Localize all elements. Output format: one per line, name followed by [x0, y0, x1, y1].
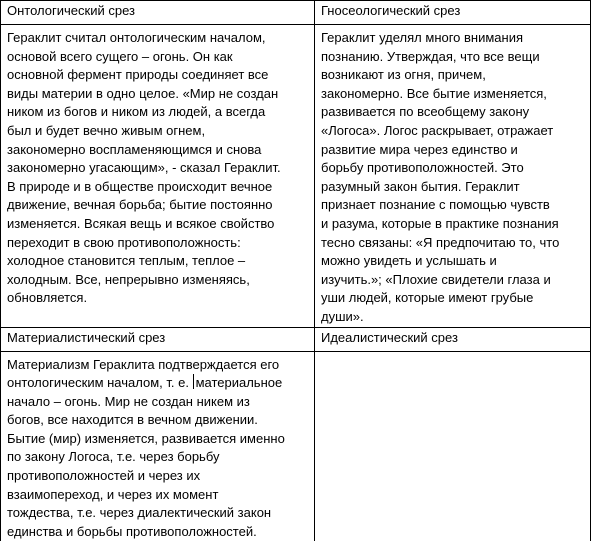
materialist-text-cell[interactable]	[1, 351, 315, 541]
idealist-text-cell[interactable]	[315, 351, 591, 541]
materialist-header: Материалистический срез	[7, 329, 308, 348]
ontological-header-cell[interactable]	[1, 1, 315, 25]
gnoseological-header-cell[interactable]	[315, 1, 591, 25]
gnoseological-header: Гносеологический срез	[321, 2, 584, 21]
table-row	[1, 327, 591, 351]
table-row	[1, 25, 591, 328]
materialist-text-part-2: материальное начало – огонь. Мир не создан никем из богов, все находится в вечном движении. Бытие (мир) изменяется, развивается именно по закону Логоса, т.е. через борьбу противоположностей и через их взаимопереход, и через их момент тождества, т.е. через диалектический закон единства и борьбы противоположностей.	[7, 375, 285, 539]
idealist-header: Идеалистический срез	[321, 329, 584, 348]
text-cursor	[193, 374, 194, 389]
gnoseological-text-cell[interactable]	[315, 25, 591, 328]
table-row	[1, 1, 591, 25]
ontological-text-cell[interactable]	[1, 25, 315, 328]
ontological-text: Гераклит считал онтологическим началом, основой всего сущего – огонь. Он как основной фермент природы соединяет все виды материи в одно целое. «Мир не создан ником из богов и ником из людей, а всегда был и будет вечно живым огнем, закономерно воспламеняющимся и снова закономерно угасающим», - сказал Гераклит. В природе и в обществе происходит вечное движение, вечная борьба; бытие постоянно изменяется. Всякая вещь и всякое свойство переходит в свою противоположность: холодное становится теплым, теплое – холодным. Все, непрерывно изменяясь, обновляется.	[7, 29, 308, 308]
materialist-text	[7, 356, 308, 541]
table-row	[1, 351, 591, 541]
ontological-header: Онтологический срез	[7, 2, 308, 21]
gnoseological-text: Гераклит уделял много внимания познанию. Утверждая, что все вещи возникают из огня, причем, закономерно. Все бытие изменяется, развивается по всеобщему закону «Логоса». Логос раскрывает, отражает развитие мира через единство и борьбу противоположностей. Это разумный закон бытия. Гераклит признает познание с помощью чувств и разума, которые в практике познания тесно связаны: «Я предпочитаю то, что можно увидеть и услышать и изучить.»; «Плохие свидетели глаза и уши людей, которые имеют грубые души».	[321, 29, 584, 327]
idealist-header-cell[interactable]	[315, 327, 591, 351]
materialist-header-cell[interactable]	[1, 327, 315, 351]
materialist-text-part-1: Материализм Гераклита подтверждается его онтологическим началом, т. е.	[7, 357, 279, 391]
